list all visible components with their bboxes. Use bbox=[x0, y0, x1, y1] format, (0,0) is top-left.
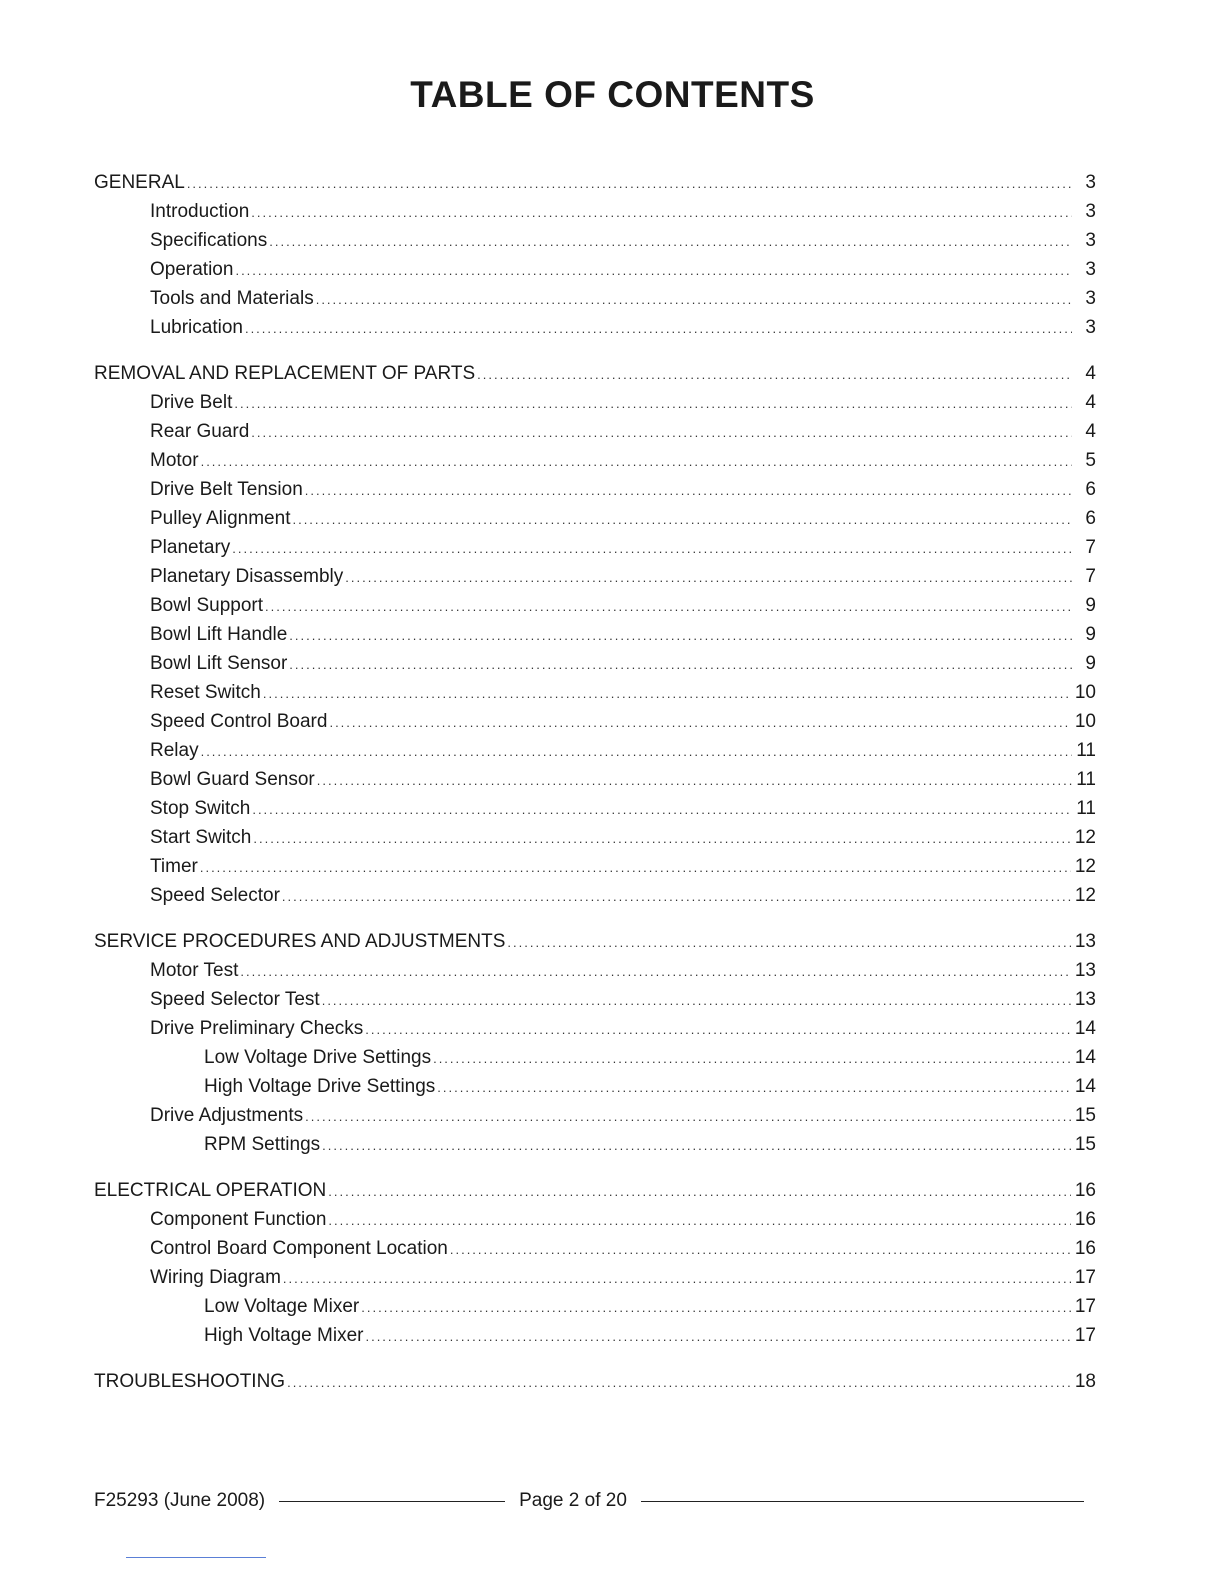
toc-entry bbox=[150, 1263, 1096, 1292]
toc-entry-page: 7 bbox=[1085, 537, 1096, 558]
toc-entry bbox=[150, 1014, 1096, 1043]
toc-entry-page: 11 bbox=[1076, 798, 1096, 819]
toc-entry-label: Speed Control Board bbox=[150, 711, 328, 732]
toc-entry bbox=[150, 1205, 1096, 1234]
dot-leader bbox=[345, 563, 1072, 592]
dot-leader bbox=[253, 824, 1070, 853]
toc-entry-label: Drive Adjustments bbox=[150, 1105, 304, 1126]
toc-entry bbox=[150, 620, 1096, 649]
dot-leader bbox=[477, 360, 1072, 389]
toc-entry-label: ELECTRICAL OPERATION bbox=[94, 1180, 327, 1201]
dot-leader bbox=[282, 882, 1071, 911]
toc-entry-page: 3 bbox=[1085, 288, 1096, 309]
toc-entry-label: Pulley Alignment bbox=[150, 508, 291, 529]
toc-entry-page: 15 bbox=[1074, 1105, 1096, 1126]
toc-entry-page: 5 bbox=[1085, 450, 1096, 471]
toc-entry bbox=[150, 678, 1096, 707]
toc-entry-page: 3 bbox=[1085, 259, 1096, 280]
toc-entry-label: High Voltage Drive Settings bbox=[204, 1076, 436, 1097]
dot-leader bbox=[322, 986, 1071, 1015]
dot-leader bbox=[292, 505, 1072, 534]
toc-entry bbox=[150, 852, 1096, 881]
toc-entry-page: 4 bbox=[1085, 421, 1096, 442]
toc-entry-page: 14 bbox=[1074, 1047, 1096, 1068]
toc-entry bbox=[150, 226, 1096, 255]
toc-entry bbox=[150, 649, 1096, 678]
dot-leader bbox=[328, 1177, 1071, 1206]
toc-entry-label: Operation bbox=[150, 259, 234, 280]
dot-leader bbox=[316, 285, 1072, 314]
toc-entry-page: 11 bbox=[1076, 769, 1096, 790]
toc-entry-page: 12 bbox=[1074, 856, 1096, 877]
toc-section bbox=[0, 168, 1225, 342]
toc-entry-page: 17 bbox=[1074, 1296, 1096, 1317]
toc-entry-label: Control Board Component Location bbox=[150, 1238, 448, 1259]
toc-entry-label: Motor bbox=[150, 450, 199, 471]
toc-entry-page: 12 bbox=[1074, 885, 1096, 906]
toc-entry bbox=[204, 1292, 1096, 1321]
toc-entry-label: Drive Preliminary Checks bbox=[150, 1018, 364, 1039]
dot-leader bbox=[263, 679, 1071, 708]
dot-leader bbox=[329, 708, 1070, 737]
toc-entry-label: Relay bbox=[150, 740, 199, 761]
toc-entry-page: 17 bbox=[1074, 1267, 1096, 1288]
toc-entry bbox=[150, 446, 1096, 475]
toc-entry bbox=[150, 736, 1096, 765]
toc-section-entry bbox=[94, 359, 1096, 388]
toc-entry bbox=[150, 388, 1096, 417]
dot-leader bbox=[269, 227, 1072, 256]
toc-entry bbox=[204, 1072, 1096, 1101]
toc-entry-label: Start Switch bbox=[150, 827, 252, 848]
toc-entry-page: 7 bbox=[1085, 566, 1096, 587]
toc-entry-page: 14 bbox=[1074, 1076, 1096, 1097]
toc-entry-label: Drive Belt Tension bbox=[150, 479, 303, 500]
dot-leader bbox=[365, 1322, 1070, 1351]
toc-entry-page: 9 bbox=[1085, 624, 1096, 645]
toc-section bbox=[0, 1367, 1225, 1396]
toc-entry-page: 14 bbox=[1074, 1018, 1096, 1039]
table-of-contents bbox=[0, 168, 1225, 1413]
toc-entry-page: 13 bbox=[1074, 960, 1096, 981]
toc-entry-page: 12 bbox=[1074, 827, 1096, 848]
dot-leader bbox=[240, 957, 1071, 986]
toc-section-entry bbox=[94, 1367, 1096, 1396]
dot-leader bbox=[200, 853, 1071, 882]
dot-leader bbox=[289, 650, 1072, 679]
toc-entry bbox=[150, 956, 1096, 985]
dot-leader bbox=[234, 389, 1072, 418]
toc-entry-page: 11 bbox=[1076, 740, 1096, 761]
toc-entry-label: Stop Switch bbox=[150, 798, 251, 819]
toc-entry-label: Bowl Lift Handle bbox=[150, 624, 288, 645]
toc-entry-label: Tools and Materials bbox=[150, 288, 314, 309]
toc-section-entry bbox=[94, 927, 1096, 956]
toc-entry-page: 10 bbox=[1074, 682, 1096, 703]
toc-entry-page: 15 bbox=[1074, 1134, 1096, 1155]
toc-entry-label: Wiring Diagram bbox=[150, 1267, 281, 1288]
dot-leader bbox=[433, 1044, 1071, 1073]
toc-entry-page: 3 bbox=[1085, 172, 1096, 193]
dot-leader bbox=[305, 476, 1072, 505]
toc-entry bbox=[150, 562, 1096, 591]
toc-entry bbox=[150, 1234, 1096, 1263]
toc-entry-label: TROUBLESHOOTING bbox=[94, 1371, 286, 1392]
dot-leader bbox=[265, 592, 1072, 621]
toc-entry bbox=[150, 284, 1096, 313]
toc-entry-label: Motor Test bbox=[150, 960, 239, 981]
toc-entry-label: Drive Belt bbox=[150, 392, 233, 413]
dot-leader bbox=[305, 1102, 1071, 1131]
dot-leader bbox=[289, 621, 1072, 650]
toc-entry bbox=[204, 1321, 1096, 1350]
toc-entry-page: 3 bbox=[1085, 201, 1096, 222]
toc-entry bbox=[150, 985, 1096, 1014]
dot-leader bbox=[365, 1015, 1071, 1044]
toc-entry bbox=[150, 591, 1096, 620]
toc-entry bbox=[150, 881, 1096, 910]
toc-entry-label: Reset Switch bbox=[150, 682, 261, 703]
toc-entry bbox=[150, 707, 1096, 736]
toc-entry bbox=[150, 255, 1096, 284]
toc-entry bbox=[150, 417, 1096, 446]
toc-entry bbox=[204, 1130, 1096, 1159]
toc-entry-page: 18 bbox=[1074, 1371, 1096, 1392]
toc-section-entry bbox=[94, 168, 1096, 197]
dot-leader bbox=[235, 256, 1072, 285]
toc-entry-label: Bowl Support bbox=[150, 595, 264, 616]
dot-leader bbox=[328, 1206, 1070, 1235]
toc-section bbox=[0, 927, 1225, 1159]
dot-leader bbox=[322, 1131, 1071, 1160]
toc-entry-page: 6 bbox=[1085, 479, 1096, 500]
toc-entry-page: 13 bbox=[1074, 989, 1096, 1010]
toc-entry-label: Component Function bbox=[150, 1209, 327, 1230]
page-number: Page 2 of 20 bbox=[519, 1490, 627, 1511]
toc-entry-page: 9 bbox=[1085, 595, 1096, 616]
toc-entry-label: Low Voltage Drive Settings bbox=[204, 1047, 432, 1068]
dot-leader bbox=[283, 1264, 1071, 1293]
toc-entry-page: 6 bbox=[1085, 508, 1096, 529]
toc-entry-page: 16 bbox=[1074, 1180, 1096, 1201]
dot-leader bbox=[251, 198, 1072, 227]
toc-entry-label: REMOVAL AND REPLACEMENT OF PARTS bbox=[94, 363, 476, 384]
toc-entry-page: 9 bbox=[1085, 653, 1096, 674]
toc-entry-label: Low Voltage Mixer bbox=[204, 1296, 360, 1317]
dot-leader bbox=[507, 928, 1070, 957]
toc-entry-label: Lubrication bbox=[150, 317, 243, 338]
page-title: TABLE OF CONTENTS bbox=[410, 74, 815, 115]
toc-entry bbox=[204, 1043, 1096, 1072]
page-footer bbox=[94, 1490, 1084, 1512]
toc-entry-label: Introduction bbox=[150, 201, 250, 222]
toc-entry-label: Specifications bbox=[150, 230, 268, 251]
toc-entry-label: Speed Selector bbox=[150, 885, 280, 906]
toc-entry bbox=[150, 823, 1096, 852]
toc-entry-label: High Voltage Mixer bbox=[204, 1325, 364, 1346]
toc-entry bbox=[150, 794, 1096, 823]
dot-leader bbox=[361, 1293, 1071, 1322]
toc-entry-page: 4 bbox=[1085, 392, 1096, 413]
footer-rule-left bbox=[279, 1501, 505, 1502]
toc-entry-label: Rear Guard bbox=[150, 421, 250, 442]
bottom-underline bbox=[126, 1557, 266, 1558]
toc-section bbox=[0, 359, 1225, 910]
toc-entry bbox=[150, 504, 1096, 533]
toc-entry-label: Planetary Disassembly bbox=[150, 566, 344, 587]
dot-leader bbox=[287, 1368, 1071, 1397]
toc-entry bbox=[150, 533, 1096, 562]
dot-leader bbox=[252, 795, 1072, 824]
toc-entry-label: Speed Selector Test bbox=[150, 989, 320, 1010]
dot-leader bbox=[201, 737, 1072, 766]
dot-leader bbox=[201, 447, 1072, 476]
toc-entry bbox=[150, 197, 1096, 226]
toc-entry-label: Timer bbox=[150, 856, 198, 877]
dot-leader bbox=[251, 418, 1072, 447]
toc-entry-page: 10 bbox=[1074, 711, 1096, 732]
dot-leader bbox=[232, 534, 1072, 563]
toc-entry bbox=[150, 765, 1096, 794]
toc-entry-label: Bowl Guard Sensor bbox=[150, 769, 315, 790]
toc-entry-label: GENERAL bbox=[94, 172, 185, 193]
toc-entry-label: RPM Settings bbox=[204, 1134, 321, 1155]
toc-entry-page: 3 bbox=[1085, 317, 1096, 338]
dot-leader bbox=[437, 1073, 1071, 1102]
dot-leader bbox=[245, 314, 1072, 343]
toc-entry-page: 4 bbox=[1085, 363, 1096, 384]
toc-entry-page: 16 bbox=[1074, 1238, 1096, 1259]
toc-entry-label: SERVICE PROCEDURES AND ADJUSTMENTS bbox=[94, 931, 506, 952]
toc-entry-page: 13 bbox=[1074, 931, 1096, 952]
toc-entry-page: 17 bbox=[1074, 1325, 1096, 1346]
toc-entry-page: 16 bbox=[1074, 1209, 1096, 1230]
toc-entry bbox=[150, 313, 1096, 342]
dot-leader bbox=[450, 1235, 1071, 1264]
toc-entry-label: Planetary bbox=[150, 537, 231, 558]
toc-entry-label: Bowl Lift Sensor bbox=[150, 653, 288, 674]
dot-leader bbox=[187, 169, 1072, 198]
toc-entry bbox=[150, 475, 1096, 504]
toc-entry bbox=[150, 1101, 1096, 1130]
toc-section-entry bbox=[94, 1176, 1096, 1205]
footer-rule-right bbox=[641, 1501, 1084, 1502]
toc-section bbox=[0, 1176, 1225, 1350]
toc-entry-page: 3 bbox=[1085, 230, 1096, 251]
dot-leader bbox=[317, 766, 1072, 795]
document-id: F25293 (June 2008) bbox=[94, 1490, 266, 1511]
